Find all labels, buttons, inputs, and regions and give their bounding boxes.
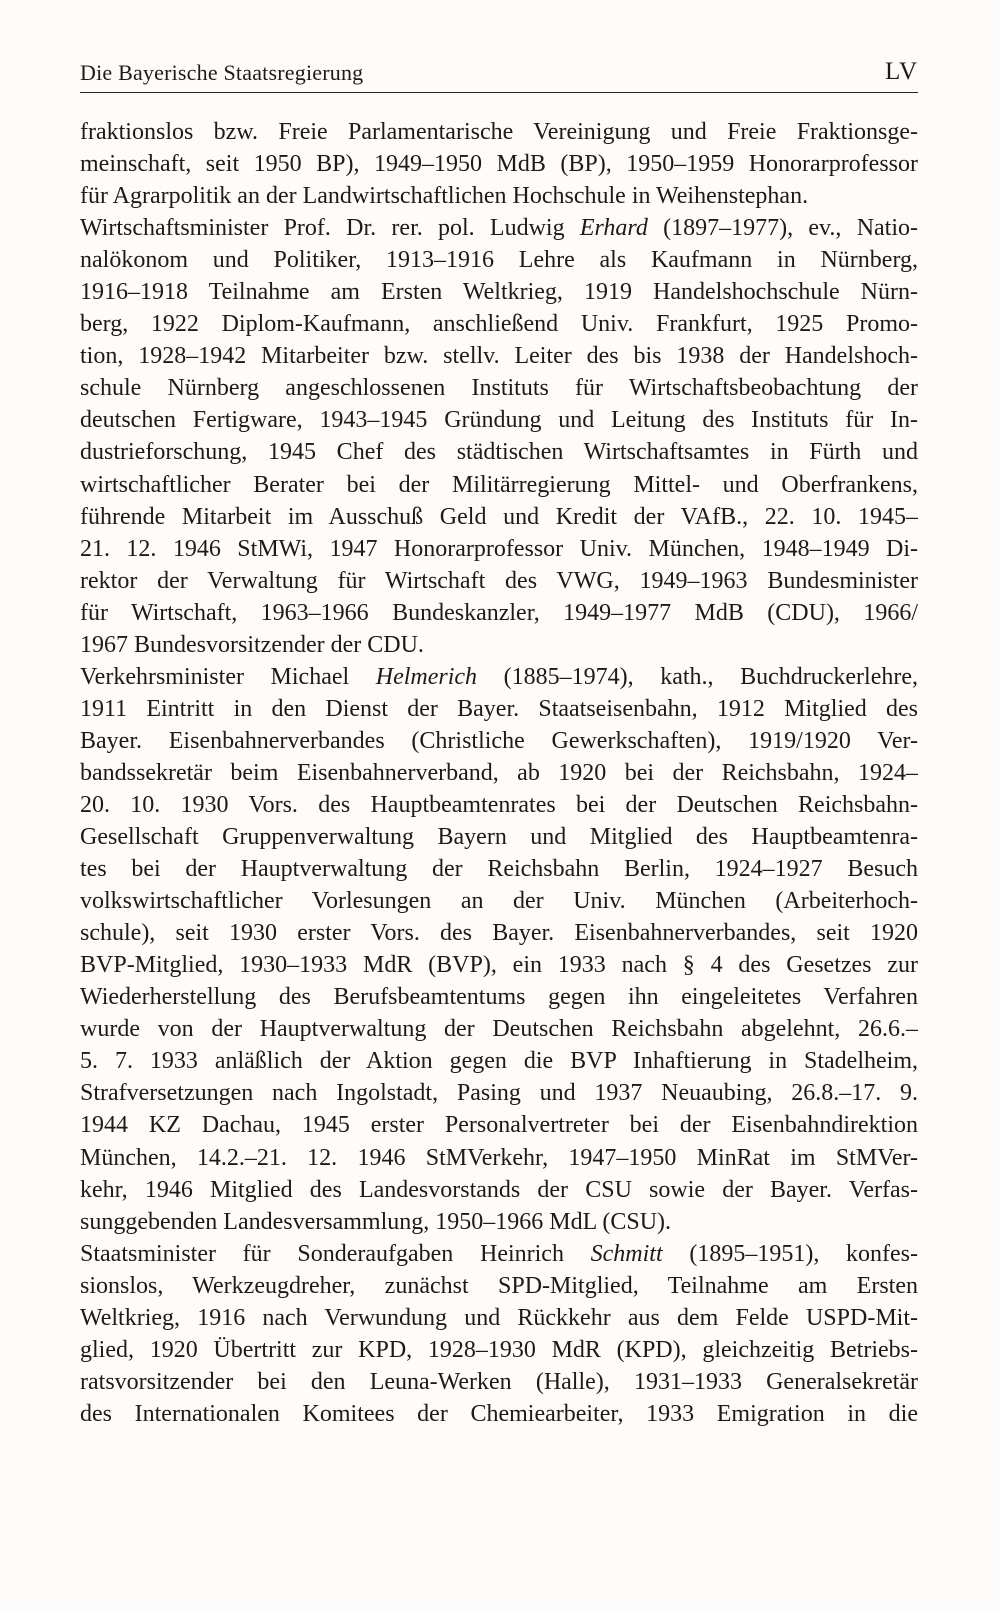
text-line: sunggebenden Landesversammlung, 1950–1966 MdL (CSU). [80, 1208, 672, 1235]
text-line: schule Nürnberg angeschlossenen Instituts für Wirtschaftsbeobachtung der [80, 375, 918, 402]
text-line: glied, 1920 Übertritt zur KPD, 1928–1930 MdR (KPD), gleichzeitig Betriebs- [80, 1336, 918, 1363]
text-line: für Agrarpolitik an der Landwirtschaftlichen Hochschule in Weihenstephan. [80, 183, 809, 210]
text-line: führende Mitarbeit im Ausschuß Geld und Kredit der VAfB., 22. 10. 1945– [80, 503, 918, 530]
text-line: rektor der Verwaltung für Wirtschaft des VWG, 1949–1963 Bundesminister [80, 567, 918, 594]
text-line: 5. 7. 1933 anläßlich der Aktion gegen die BVP Inhaftierung in Stadelheim, [80, 1048, 918, 1075]
text-line: ratsvorsitzender bei den Leuna-Werken (Halle), 1931–1933 Generalsekretär [80, 1368, 918, 1395]
text-line: schule), seit 1930 erster Vors. des Bayer. Eisenbahnerverbandes, seit 1920 [80, 920, 918, 947]
text-line: Wiederherstellung des Berufsbeamtentums gegen ihn eingeleitetes Verfahren [80, 984, 918, 1011]
text-line [80, 212, 918, 244]
text-segment: (1897–1977), ev., Natio- [647, 215, 918, 242]
text-line: 1916–1918 Teilnahme am Ersten Weltkrieg, 1919 Handelshochschule Nürn- [80, 279, 918, 306]
text-segment: Staatsminister für Sonderaufgaben Heinrich [80, 1240, 591, 1267]
text-line: für Wirtschaft, 1963–1966 Bundeskanzler, 1949–1977 MdB (CDU), 1966/ [80, 599, 918, 626]
text-line: 21. 12. 1946 StMWi, 1947 Honorarprofessor Univ. München, 1948–1949 Di- [80, 535, 918, 562]
text-line: Bayer. Eisenbahnerverbandes (Christliche Gewerkschaften), 1919/1920 Ver- [80, 727, 918, 754]
body-text [80, 116, 918, 1430]
running-title: Die Bayerische Staatsregierung [80, 60, 364, 85]
text-line: bandssekretär beim Eisenbahnerverband, ab 1920 bei der Reichsbahn, 1924– [80, 759, 918, 786]
text-line: sionslos, Werkzeugdreher, zunächst SPD-Mitglied, Teilnahme am Ersten [80, 1272, 918, 1299]
text-line: berg, 1922 Diplom-Kaufmann, anschließend Univ. Frankfurt, 1925 Promo- [80, 311, 918, 338]
text-line: 20. 10. 1930 Vors. des Hauptbeamtenrates bei der Deutschen Reichsbahn- [80, 791, 918, 818]
text-line: Weltkrieg, 1916 nach Verwundung und Rückkehr aus dem Felde USPD-Mit- [80, 1304, 918, 1331]
text-line: kehr, 1946 Mitglied des Landesvorstands der CSU sowie der Bayer. Verfas- [80, 1176, 918, 1203]
text-line [80, 661, 918, 693]
text-line: 1967 Bundesvorsitzender der CDU. [80, 631, 424, 658]
text-segment: Wirtschaftsminister Prof. Dr. rer. pol. Ludwig [80, 215, 580, 242]
text-line: nalökonom und Politiker, 1913–1916 Lehre als Kaufmann in Nürnberg, [80, 247, 918, 274]
text-line: Gesellschaft Gruppenverwaltung Bayern und Mitglied des Hauptbeamtenra- [80, 824, 918, 851]
text-line: tion, 1928–1942 Mitarbeiter bzw. stellv. Leiter des bis 1938 der Handelshoch- [80, 343, 918, 370]
text-line: wurde von der Hauptverwaltung der Deutschen Reichsbahn abgelehnt, 26.6.– [80, 1016, 918, 1043]
text-line: meinschaft, seit 1950 BP), 1949–1950 MdB (BP), 1950–1959 Honorarprofessor [80, 151, 918, 178]
text-segment: (1885–1974), kath., Buchdruckerlehre, [477, 663, 918, 690]
text-line: dustrieforschung, 1945 Chef des städtischen Wirtschaftsamtes in Fürth und [80, 439, 918, 466]
text-line: volkswirtschaftlicher Vorlesungen an der Univ. München (Arbeiterhoch- [80, 888, 918, 915]
text-segment: (1895–1951), konfes- [662, 1240, 918, 1267]
page-number: LV [884, 58, 918, 85]
text-line: 1944 KZ Dachau, 1945 erster Personalvertreter bei der Eisenbahndirektion [80, 1112, 918, 1139]
text-line: deutschen Fertigware, 1943–1945 Gründung und Leitung des Instituts für In- [80, 407, 918, 434]
text-line: des Internationalen Komitees der Chemiearbeiter, 1933 Emigration in die [80, 1400, 918, 1427]
text-line: 1911 Eintritt in den Dienst der Bayer. Staatseisenbahn, 1912 Mitglied des [80, 695, 918, 722]
text-line: Strafversetzungen nach Ingolstadt, Pasing und 1937 Neuaubing, 26.8.–17. 9. [80, 1080, 918, 1107]
text-line: BVP-Mitglied, 1930–1933 MdR (BVP), ein 1933 nach § 4 des Gesetzes zur [80, 952, 918, 979]
text-line [80, 1238, 918, 1270]
text-line: München, 14.2.–21. 12. 1946 StMVerkehr, 1947–1950 MinRat im StMVer- [80, 1144, 918, 1171]
text-line: wirtschaftlicher Berater bei der Militärregierung Mittel- und Oberfrankens, [80, 471, 918, 498]
italic-surname: Schmitt [590, 1240, 663, 1267]
text-line: fraktionslos bzw. Freie Parlamentarische Vereinigung und Freie Fraktionsge- [80, 119, 918, 145]
text-segment: Verkehrsminister Michael [80, 663, 376, 690]
running-head [80, 56, 918, 93]
italic-surname: Helmerich [375, 663, 478, 690]
text-line: tes bei der Hauptverwaltung der Reichsbahn Berlin, 1924–1927 Besuch [80, 856, 918, 883]
italic-surname: Erhard [579, 215, 648, 242]
